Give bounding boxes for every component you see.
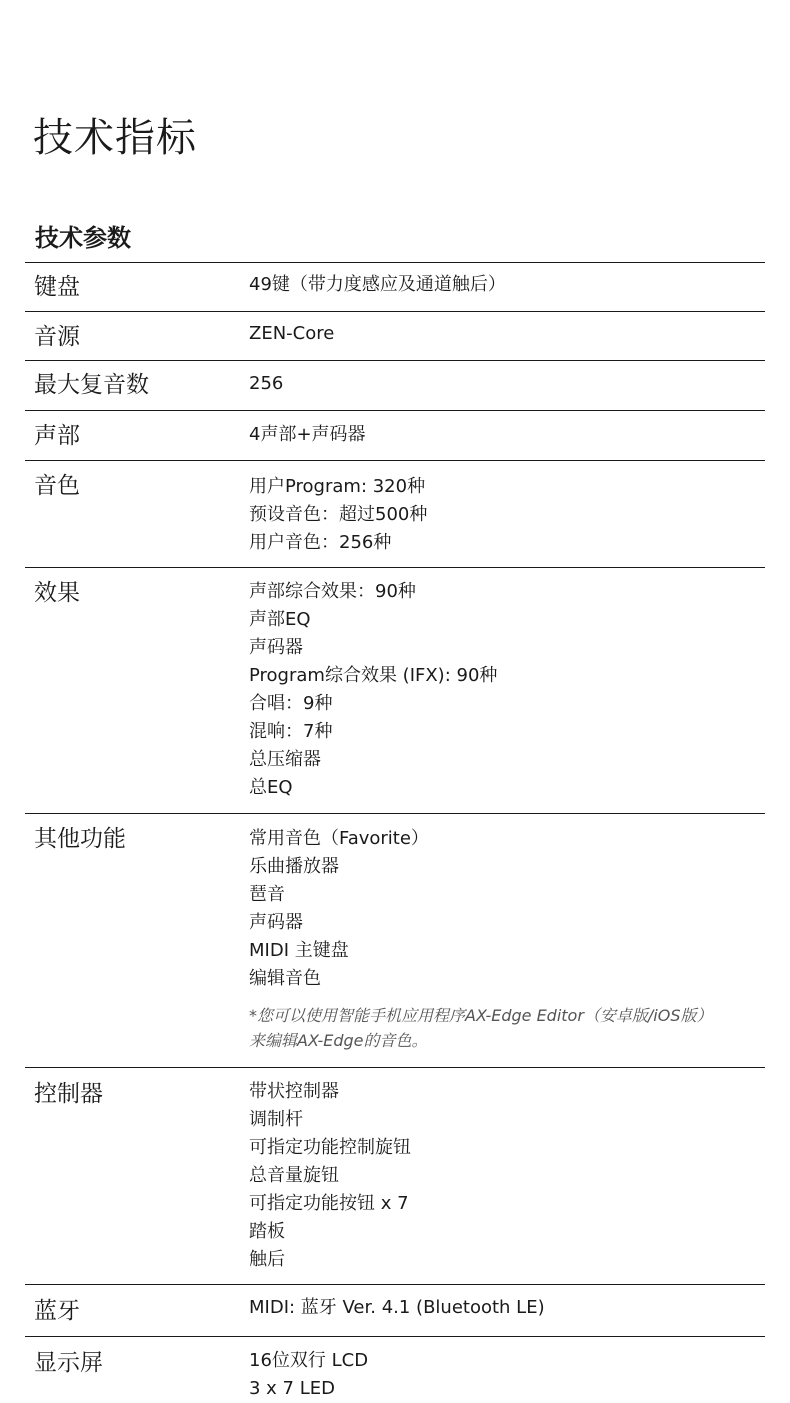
spec-label: 最大复音数 [34, 372, 149, 398]
spec-values [249, 1078, 765, 1274]
spec-label: 效果 [34, 580, 80, 606]
spec-value: 琶音 [249, 884, 285, 905]
spec-label: 蓝牙 [34, 1298, 80, 1324]
spec-value: 混响：7种 [249, 721, 333, 742]
page-title: 技术指标 [33, 115, 197, 161]
spec-table [25, 262, 765, 1402]
spec-row-bluetooth [25, 1284, 765, 1336]
spec-value: 常用音色（Favorite） [249, 828, 429, 849]
spec-row-sound-engine [25, 311, 765, 360]
spec-row-effects [25, 567, 765, 813]
editor-app-note [249, 1003, 765, 1053]
spec-value: 4声部+声码器 [249, 424, 366, 445]
section-title: 技术参数 [35, 224, 131, 252]
spec-value: 总压缩器 [249, 749, 321, 770]
spec-row-polyphony [25, 360, 765, 410]
spec-values [249, 578, 765, 802]
spec-value: 合唱：9种 [249, 693, 333, 714]
spec-value: 49键（带力度感应及通道触后） [249, 274, 506, 295]
spec-value: 预设音色：超过500种 [249, 504, 428, 525]
note-line: 来编辑AX-Edge的音色。 [249, 1031, 428, 1050]
spec-row-other-features [25, 813, 765, 1067]
spec-row-parts [25, 410, 765, 460]
spec-value: 总EQ [249, 777, 293, 798]
spec-value: 总音量旋钮 [249, 1165, 339, 1186]
note-line: *您可以使用智能手机应用程序AX-Edge Editor（安卓版/iOS版） [249, 1006, 713, 1025]
spec-value: 乐曲播放器 [249, 856, 339, 877]
spec-value: 声部EQ [249, 609, 311, 630]
spec-values [249, 473, 765, 557]
spec-values [249, 421, 765, 449]
spec-values [249, 320, 765, 348]
spec-value: 编辑音色 [249, 968, 321, 989]
spec-value: 触后 [249, 1249, 285, 1270]
spec-value: 用户音色：256种 [249, 532, 392, 553]
spec-value: 带状控制器 [249, 1081, 339, 1102]
spec-values [249, 370, 765, 398]
spec-value: ZEN-Core [249, 323, 335, 344]
spec-label: 控制器 [34, 1081, 103, 1107]
spec-value: 256 [249, 373, 284, 394]
spec-value: 可指定功能控制旋钮 [249, 1137, 411, 1158]
spec-values [249, 1347, 765, 1403]
spec-label: 声部 [34, 423, 80, 449]
spec-values [249, 1294, 765, 1322]
spec-value: 声码器 [249, 637, 303, 658]
spec-label: 音源 [34, 324, 80, 350]
spec-value: 声部综合效果：90种 [249, 581, 416, 602]
spec-row-controllers [25, 1067, 765, 1284]
spec-label: 其他功能 [34, 826, 126, 852]
spec-values [249, 271, 765, 299]
spec-value: 16位双行 LCD [249, 1350, 369, 1371]
spec-value: MIDI 主键盘 [249, 940, 349, 961]
spec-value: Program综合效果 (IFX): 90种 [249, 665, 498, 686]
spec-value: 踏板 [249, 1221, 285, 1242]
spec-label: 音色 [34, 473, 80, 499]
spec-row-keyboard [25, 262, 765, 311]
spec-value: 声码器 [249, 912, 303, 933]
spec-values [249, 825, 765, 1053]
spec-value: 3 x 7 LED [249, 1378, 335, 1399]
spec-label: 显示屏 [34, 1350, 103, 1376]
spec-value: 用户Program: 320种 [249, 476, 426, 497]
spec-row-display [25, 1336, 765, 1402]
spec-value: 调制杆 [249, 1109, 303, 1130]
spec-row-tones [25, 460, 765, 567]
spec-value: MIDI: 蓝牙 Ver. 4.1 (Bluetooth LE) [249, 1297, 545, 1318]
spec-value: 可指定功能按钮 x 7 [249, 1193, 409, 1214]
spec-label: 键盘 [34, 274, 80, 300]
